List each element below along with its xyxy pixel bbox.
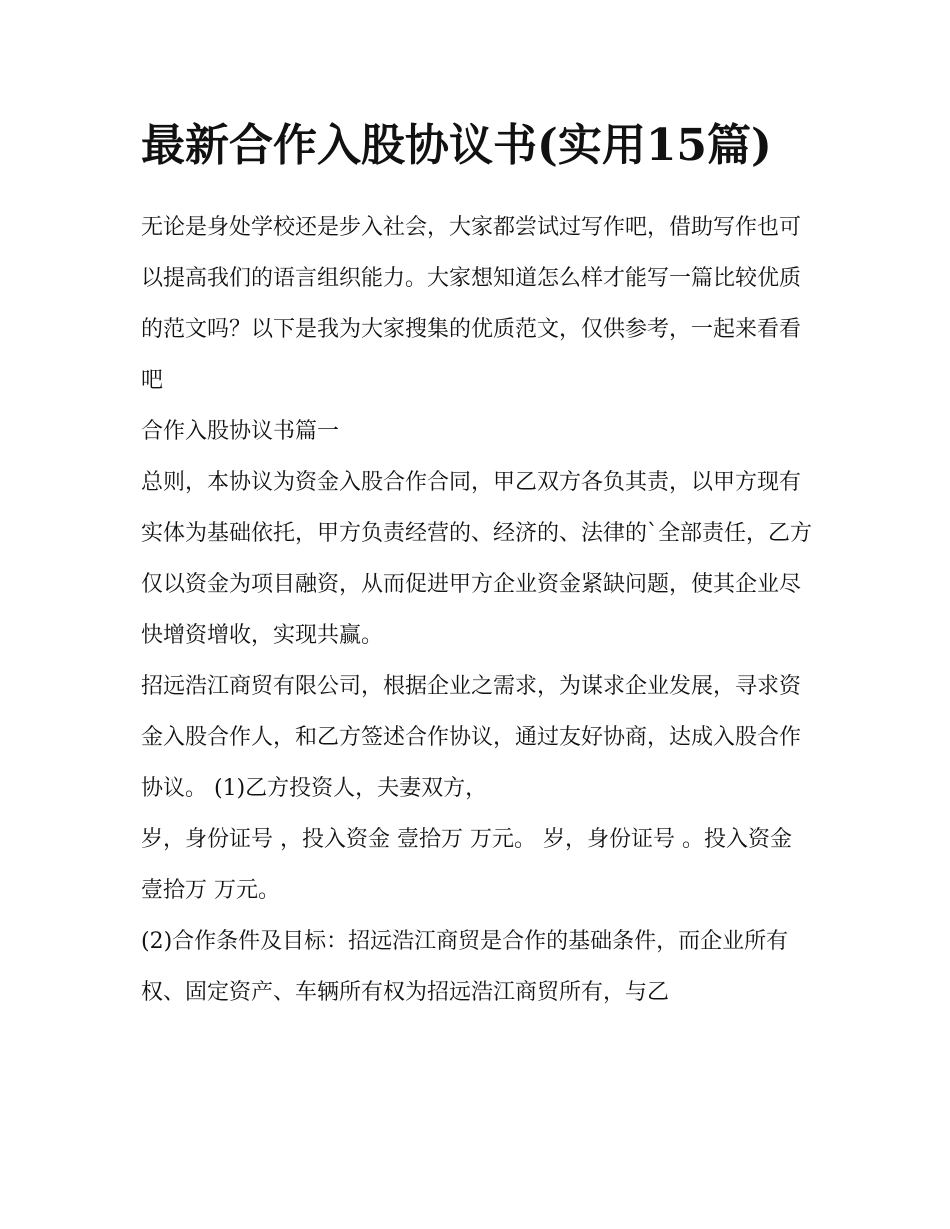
section-heading: 合作入股协议书篇一 [141,419,340,444]
document-body [141,202,813,1018]
document-title: 最新合作入股协议书(实用15篇) [141,120,772,171]
paragraph-general-rules: 总则，本协议为资金入股合作合同，甲乙双方各负其责，以甲方现有实体为基础依托，甲方负责经营的、经济的、法律的`全部责任，乙方仅以资金为项目融资，从而促进甲方企业资金紧缺问题，使其企业尽快增资增收，实现共赢。 [141,470,813,648]
paragraph-conditions: (2)合作条件及目标：招远浩江商贸是合作的基础条件，而企业所有权、固定资产、车辆所有权为招远浩江商贸所有，与乙 [141,929,789,1005]
paragraph-intro: 无论是身处学校还是步入社会，大家都尝试过写作吧，借助写作也可以提高我们的语言组织能力。大家想知道怎么样才能写一篇比较优质的范文吗？以下是我为大家搜集的优质范文，仅供参考，一起来看看吧 [141,215,802,393]
paragraph-investor-details: 岁，身份证号 ，投入资金 壹拾万 万元。 岁，身份证号 。投入资金 壹拾万 万元。 [141,827,792,903]
paragraph-company: 招远浩江商贸有限公司，根据企业之需求，为谋求企业发展，寻求资金入股合作人，和乙方签述合作协议，通过友好协商，达成入股合作协议。 (1)乙方投资人，夫妻双方， [141,674,802,801]
document-content [141,108,813,1018]
